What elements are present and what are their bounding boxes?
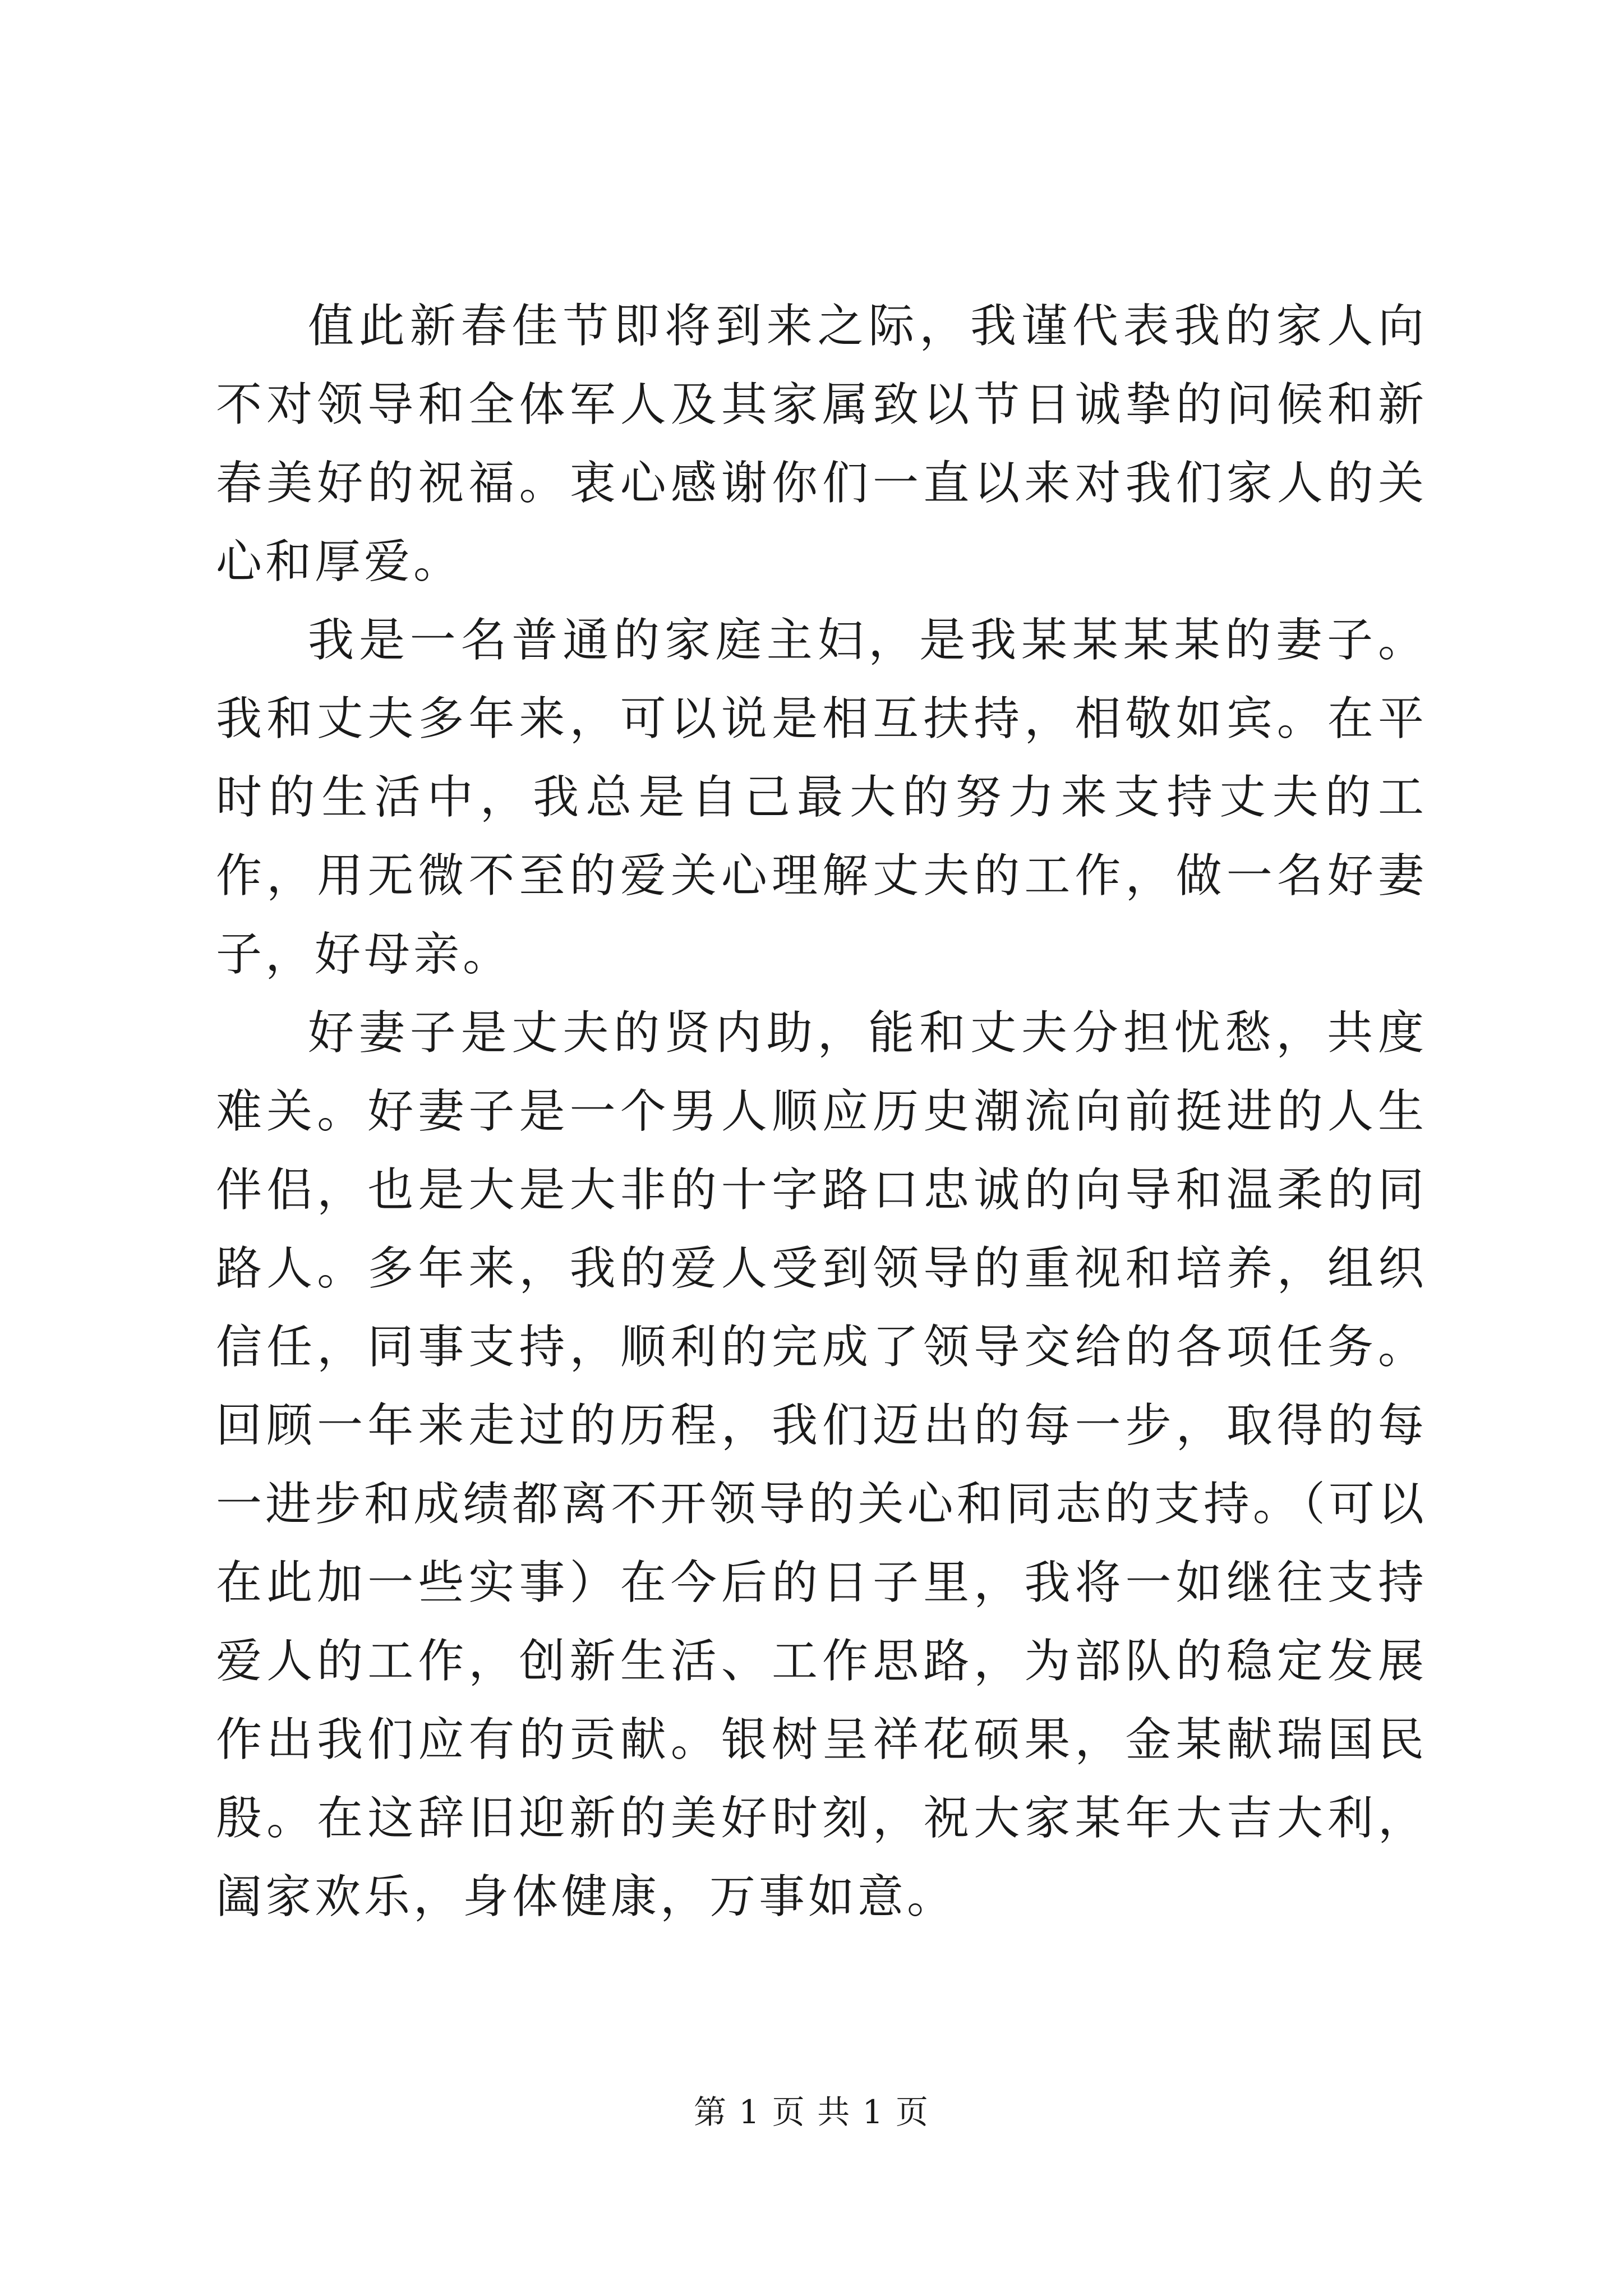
page-number-footer: 第 1 页 共 1 页 [694,2093,929,2131]
document-body [216,287,1427,1936]
paragraph-introduction: 我是一名普通的家庭主妇，是我某某某某的妻子。我和丈夫多年来，可以说是相互扶持，相敬如宾。在平时的生活中，我总是自己最大的努力来支持丈夫的工作，用无微不至的爱关心理解丈夫的工作，做一名好妻子，好母亲。 [216,614,1427,981]
paragraph-good-wife: 好妻子是丈夫的贤内助，能和丈夫分担忧愁，共度难关。好妻子是一个男人顺应历史潮流向前挺进的人生伴侣，也是大是大非的十字路口忠诚的向导和温柔的同路人。多年来，我的爱人受到领导的重视和培养，组织信任，同事支持，顺利的完成了领导交给的各项任务。回顾一年来走过的历程，我们迈出的每一步，取得的每一进步和成绩都离不开领导的关心和同志的支持。（可以在此加一些实事）在今后的日子里，我将一如继往支持爱人的工作，创新生活、工作思路，为部队的稳定发展作出我们应有的贡献。银树呈祥花硕果，金某献瑞国民殷。在这辞旧迎新的美好时刻，祝大家某年大吉大利，阖家欢乐，身体健康，万事如意。 [216,1006,1427,1924]
paragraph-greeting: 值此新春佳节即将到来之际，我谨代表我的家人向不对领导和全体军人及其家属致以节日诚挚的问候和新春美好的祝福。衷心感谢你们一直以来对我们家人的关心和厚爱。 [216,300,1427,588]
